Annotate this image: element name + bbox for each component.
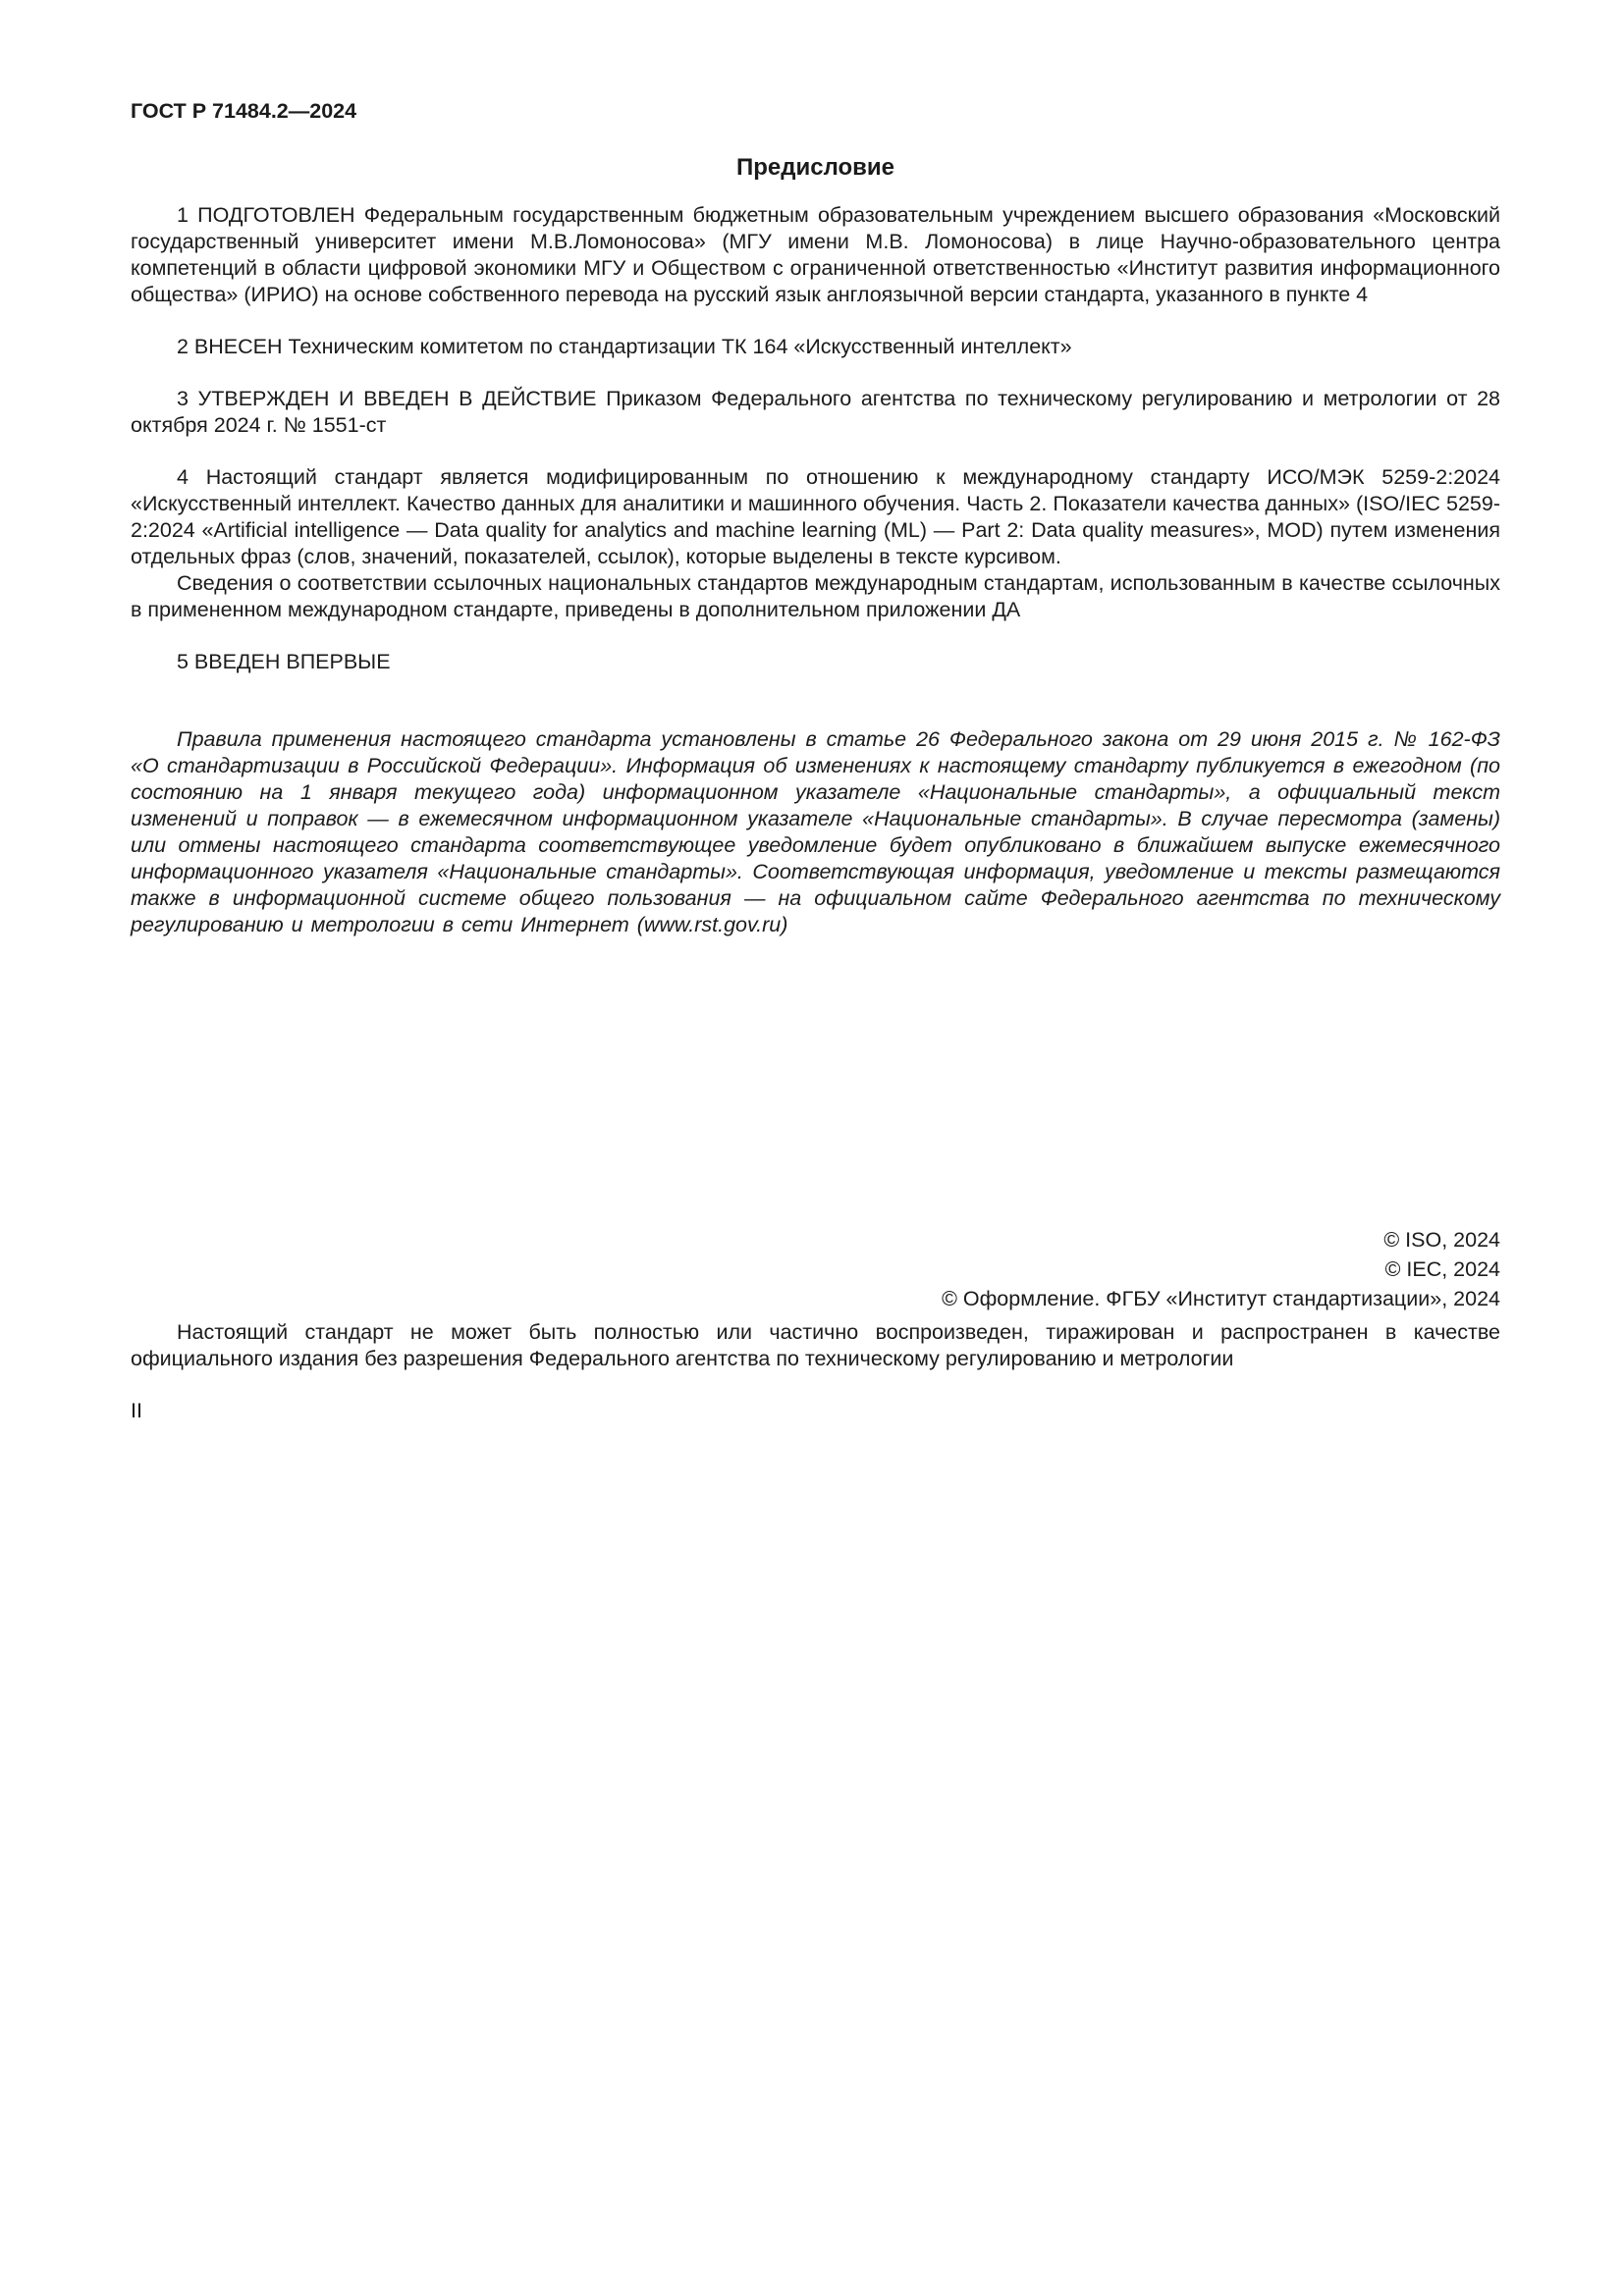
- copyright-iso: © ISO, 2024: [1383, 1228, 1500, 1252]
- page-title: Предисловие: [735, 154, 895, 181]
- clause-4-reference-info: Сведения о соответствии ссылочных национальных стандартов международным стандартам, использованным в качестве ссылочных в примененном международном стандарте, приведены в дополнительном приложении ДА: [131, 571, 1500, 621]
- copyright-block: [942, 1225, 1500, 1313]
- clause-1-prepared-by: 1 ПОДГОТОВЛЕН Федеральным государственным бюджетным образовательным учреждением высшего образования «Московский государственный университет имени М.В.Ломоносова» (МГУ имени М.В. Ломоносова) в лице Научно-образовательного центра компетенций в области цифровой экономики МГУ и Обществом с ограниченной ответственностью «Институт развития информационного общества» (ИРИО) на основе собственного перевода на русский язык англоязычной версии стандарта, указанного в пункте 4: [131, 203, 1500, 306]
- clause-4-modified-standard: 4 Настоящий стандарт является модифицированным по отношению к международному стандарту ИСО/МЭК 5259-2:2024 «Искусственный интеллект. Качество данных для аналитики и машинного обучения. Часть 2. Показатели качества данных» (ISO/IEC 5259-2:2024 «Artificial intelligence — Data quality for analytics and machine learning (ML) — Part 2: Data quality measures», MOD) путем изменения отдельных фраз (слов, значений, показателей, ссылок), которые выделены в тексте курсивом.: [131, 465, 1500, 568]
- clause-3-approved: 3 УТВЕРЖДЕН И ВВЕДЕН В ДЕЙСТВИЕ Приказом Федерального агентства по техническому регулированию и метрологии от 28 октября 2024 г. № 1551-ст: [131, 387, 1500, 437]
- clause-2-submitted-by: 2 ВНЕСЕН Техническим комитетом по стандартизации ТК 164 «Искусственный интеллект»: [177, 335, 1072, 358]
- reproduction-restriction-note: Настоящий стандарт не может быть полностью или частично воспроизведен, тиражирован и распространен в качестве официального издания без разрешения Федерального агентства по техническому регулированию и метрологии: [131, 1320, 1500, 1370]
- legal-application-note: Правила применения настоящего стандарта установлены в статье 26 Федерального закона от 29 июня 2015 г. № 162-ФЗ «О стандартизации в Российской Федерации». Информация об изменениях к настоящему стандарту публикуется в ежегодном (по состоянию на 1 января текущего года) информационном указателе «Национальные стандарты», а официальный текст изменений и поправок — в ежемесячном информационном указателе «Национальные стандарты». В случае пересмотра (замены) или отмены настоящего стандарта соответствующее уведомление будет опубликовано в ближайшем выпуске ежемесячного информационного указателя «Национальные стандарты». Соответствующая информация, уведомление и тексты размещаются также в информационной системе общего пользования — на официальном сайте Федерального агентства по техническому регулированию и метрологии в сети Интернет (www.rst.gov.ru): [131, 727, 1500, 936]
- page-number: II: [131, 1399, 142, 1422]
- copyright-iec: © IEC, 2024: [1384, 1257, 1500, 1281]
- document-designation: ГОСТ Р 71484.2—2024: [131, 99, 357, 123]
- copyright-design: © Оформление. ФГБУ «Институт стандартизации», 2024: [942, 1287, 1500, 1310]
- clause-5-first-introduced: 5 ВВЕДЕН ВПЕРВЫЕ: [177, 650, 391, 673]
